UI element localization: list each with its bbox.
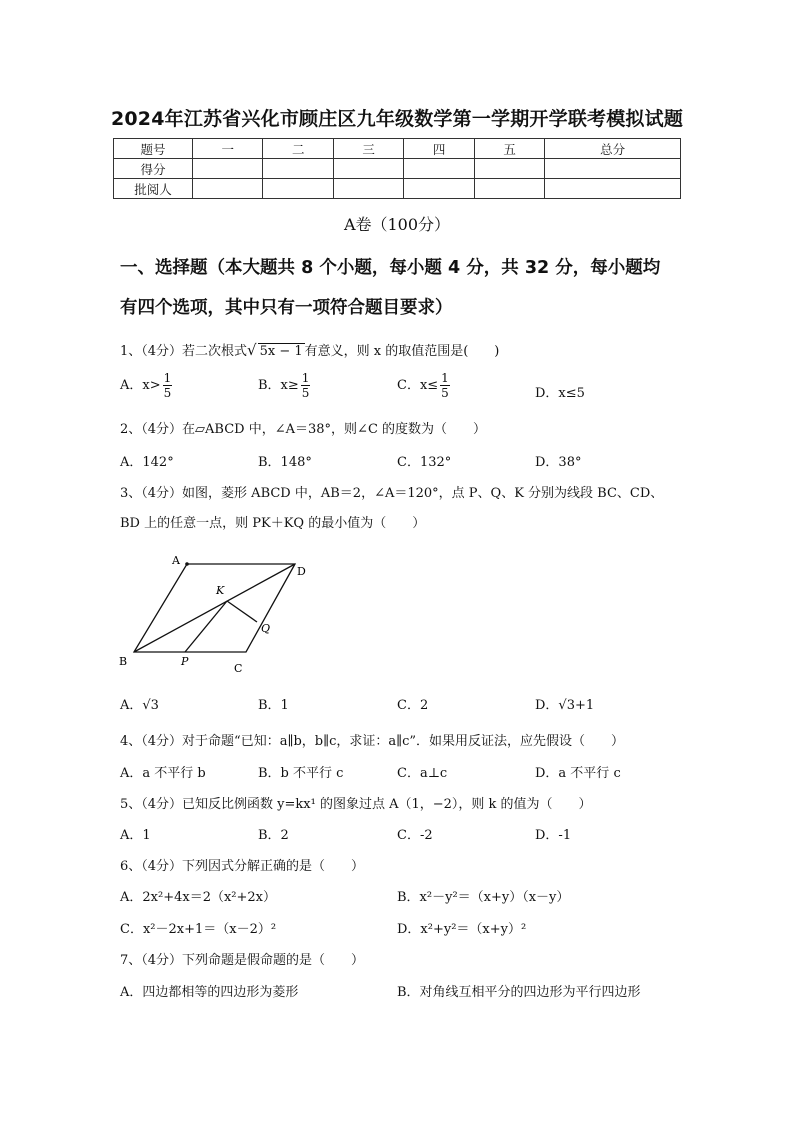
question-1-option-c[interactable] xyxy=(397,371,450,400)
question-3-option-b[interactable]: B．1 xyxy=(258,698,289,713)
fraction-denominator: 5 xyxy=(441,386,449,400)
section-a-heading: A卷（100分） xyxy=(343,215,451,234)
score-table-cell[interactable] xyxy=(193,159,263,179)
question-4-option-c[interactable]: C．a⊥c xyxy=(397,766,448,781)
fraction xyxy=(301,371,311,400)
question-3-option-c[interactable]: C．2 xyxy=(397,698,429,713)
option-label: A．x> xyxy=(120,378,161,393)
question-1-option-b[interactable] xyxy=(258,371,310,400)
score-table-cell[interactable] xyxy=(333,159,403,179)
question-2-option-d[interactable]: D．38° xyxy=(535,455,582,470)
question-2-stem: 2、（4分）在▱ABCD 中，∠A＝38°，则∠C 的度数为（ ） xyxy=(120,422,487,437)
question-6-stem: 6、（4分）下列因式分解正确的是（ ） xyxy=(120,859,365,874)
score-table-row xyxy=(114,179,681,199)
segment-kq xyxy=(227,601,257,622)
question-2-option-b[interactable]: B．148° xyxy=(258,455,312,470)
option-label: C．x≤ xyxy=(397,378,439,393)
label-p: P xyxy=(181,655,189,668)
fraction-denominator: 5 xyxy=(301,386,310,400)
option-label: B．x≥ xyxy=(258,378,299,393)
question-4-stem: 4、（4分）对于命题“已知：a∥b，b∥c，求证：a∥c”．如果用反证法，应先假设（ ） xyxy=(120,734,625,749)
score-table-cell: 一 xyxy=(193,139,263,159)
question-3-stem-line2: BD 上的任意一点，则 PK＋KQ 的最小值为（ ） xyxy=(120,516,426,531)
score-table-cell[interactable] xyxy=(263,159,333,179)
score-table-cell: 五 xyxy=(474,139,544,159)
score-table-row xyxy=(114,159,681,179)
sqrt-icon: √ xyxy=(247,341,257,359)
question-5-option-b[interactable]: B．2 xyxy=(258,828,289,843)
score-table-cell[interactable] xyxy=(545,179,681,199)
fraction-denominator: 5 xyxy=(163,386,172,400)
question-6-option-d[interactable]: D．x²+y²＝（x+y）² xyxy=(397,922,527,937)
score-table-cell: 总分 xyxy=(545,139,681,159)
rhombus-figure xyxy=(110,548,310,678)
score-table-cell: 得分 xyxy=(114,159,193,179)
question-5-option-c[interactable]: C．-2 xyxy=(397,828,433,843)
score-table-cell[interactable] xyxy=(263,179,333,199)
question-1-stem xyxy=(120,340,680,359)
question-3-option-d[interactable]: D．√3+1 xyxy=(535,698,595,713)
score-table-cell[interactable] xyxy=(193,179,263,199)
label-c: C xyxy=(234,662,243,675)
score-table-cell: 四 xyxy=(404,139,474,159)
part1-heading-line1: 一、选择题（本大题共 8 个小题，每小题 4 分，共 32 分，每小题均 xyxy=(120,258,661,278)
question-1-option-d[interactable] xyxy=(535,382,585,401)
question-4-option-a[interactable]: A．a 不平行 b xyxy=(120,766,206,781)
score-table-cell: 二 xyxy=(263,139,333,159)
question-1-stem-pre: 1、（4分）若二次根式 xyxy=(120,344,248,359)
question-3-option-a[interactable]: A．√3 xyxy=(120,698,159,713)
part1-heading-line2: 有四个选项，其中只有一项符合题目要求） xyxy=(120,298,453,318)
fraction-numerator: 1 xyxy=(441,371,449,385)
question-5-option-d[interactable]: D．-1 xyxy=(535,828,572,843)
question-7-option-b[interactable]: B．对角线互相平分的四边形为平行四边形 xyxy=(397,985,641,1000)
score-table-cell[interactable] xyxy=(404,179,474,199)
question-6-option-a[interactable]: A．2x²+4x＝2（x²+2x） xyxy=(120,890,277,905)
question-7-stem: 7、（4分）下列命题是假命题的是（ ） xyxy=(120,953,365,968)
question-1-radicand: 5x − 1 xyxy=(259,344,303,359)
question-3-stem-line1: 3、（4分）如图，菱形 ABCD 中，AB＝2，∠A＝120°，点 P、Q、K 分别为线段 BC、CD、 xyxy=(120,486,664,501)
score-table-cell: 三 xyxy=(333,139,403,159)
label-k: K xyxy=(216,584,225,597)
score-table-cell[interactable] xyxy=(545,159,681,179)
label-q: Q xyxy=(261,622,271,635)
segment-pk xyxy=(185,601,227,652)
label-d: D xyxy=(297,565,306,578)
score-table-header-row xyxy=(114,139,681,159)
label-b: B xyxy=(119,655,128,668)
score-table-cell: 批阅人 xyxy=(114,179,193,199)
question-6-option-b[interactable]: B．x²－y²＝（x+y）（x－y） xyxy=(397,890,570,905)
point-a xyxy=(185,562,189,566)
score-table-cell[interactable] xyxy=(333,179,403,199)
question-7-option-a[interactable]: A．四边都相等的四边形为菱形 xyxy=(120,985,299,1000)
option-label: D．x≤5 xyxy=(535,386,585,401)
label-a: A xyxy=(172,554,180,567)
fraction xyxy=(440,371,450,400)
score-table-cell[interactable] xyxy=(404,159,474,179)
question-4-option-d[interactable]: D．a 不平行 c xyxy=(535,766,621,781)
question-5-option-a[interactable]: A．1 xyxy=(120,828,151,843)
question-1-option-a[interactable] xyxy=(120,371,172,400)
fraction-numerator: 1 xyxy=(163,371,172,385)
question-2-option-a[interactable]: A．142° xyxy=(120,455,174,470)
question-1-stem-post: 有意义，则 x 的取值范围是( ) xyxy=(304,344,500,359)
question-2-option-c[interactable]: C．132° xyxy=(397,455,452,470)
score-table xyxy=(113,138,681,199)
fraction-numerator: 1 xyxy=(301,371,310,385)
question-6-option-c[interactable]: C．x²－2x+1＝（x－2）² xyxy=(120,922,277,937)
question-5-stem: 5、（4分）已知反比例函数 y=kx¹ 的图象过点 A（1，−2），则 k 的值为（ ） xyxy=(120,797,592,812)
score-table-cell[interactable] xyxy=(474,179,544,199)
score-table-cell[interactable] xyxy=(474,159,544,179)
fraction xyxy=(163,371,173,400)
question-4-option-b[interactable]: B．b 不平行 c xyxy=(258,766,344,781)
score-table-cell: 题号 xyxy=(114,139,193,159)
exam-title: 2024年江苏省兴化市顾庄区九年级数学第一学期开学联考模拟试题 xyxy=(110,108,684,130)
